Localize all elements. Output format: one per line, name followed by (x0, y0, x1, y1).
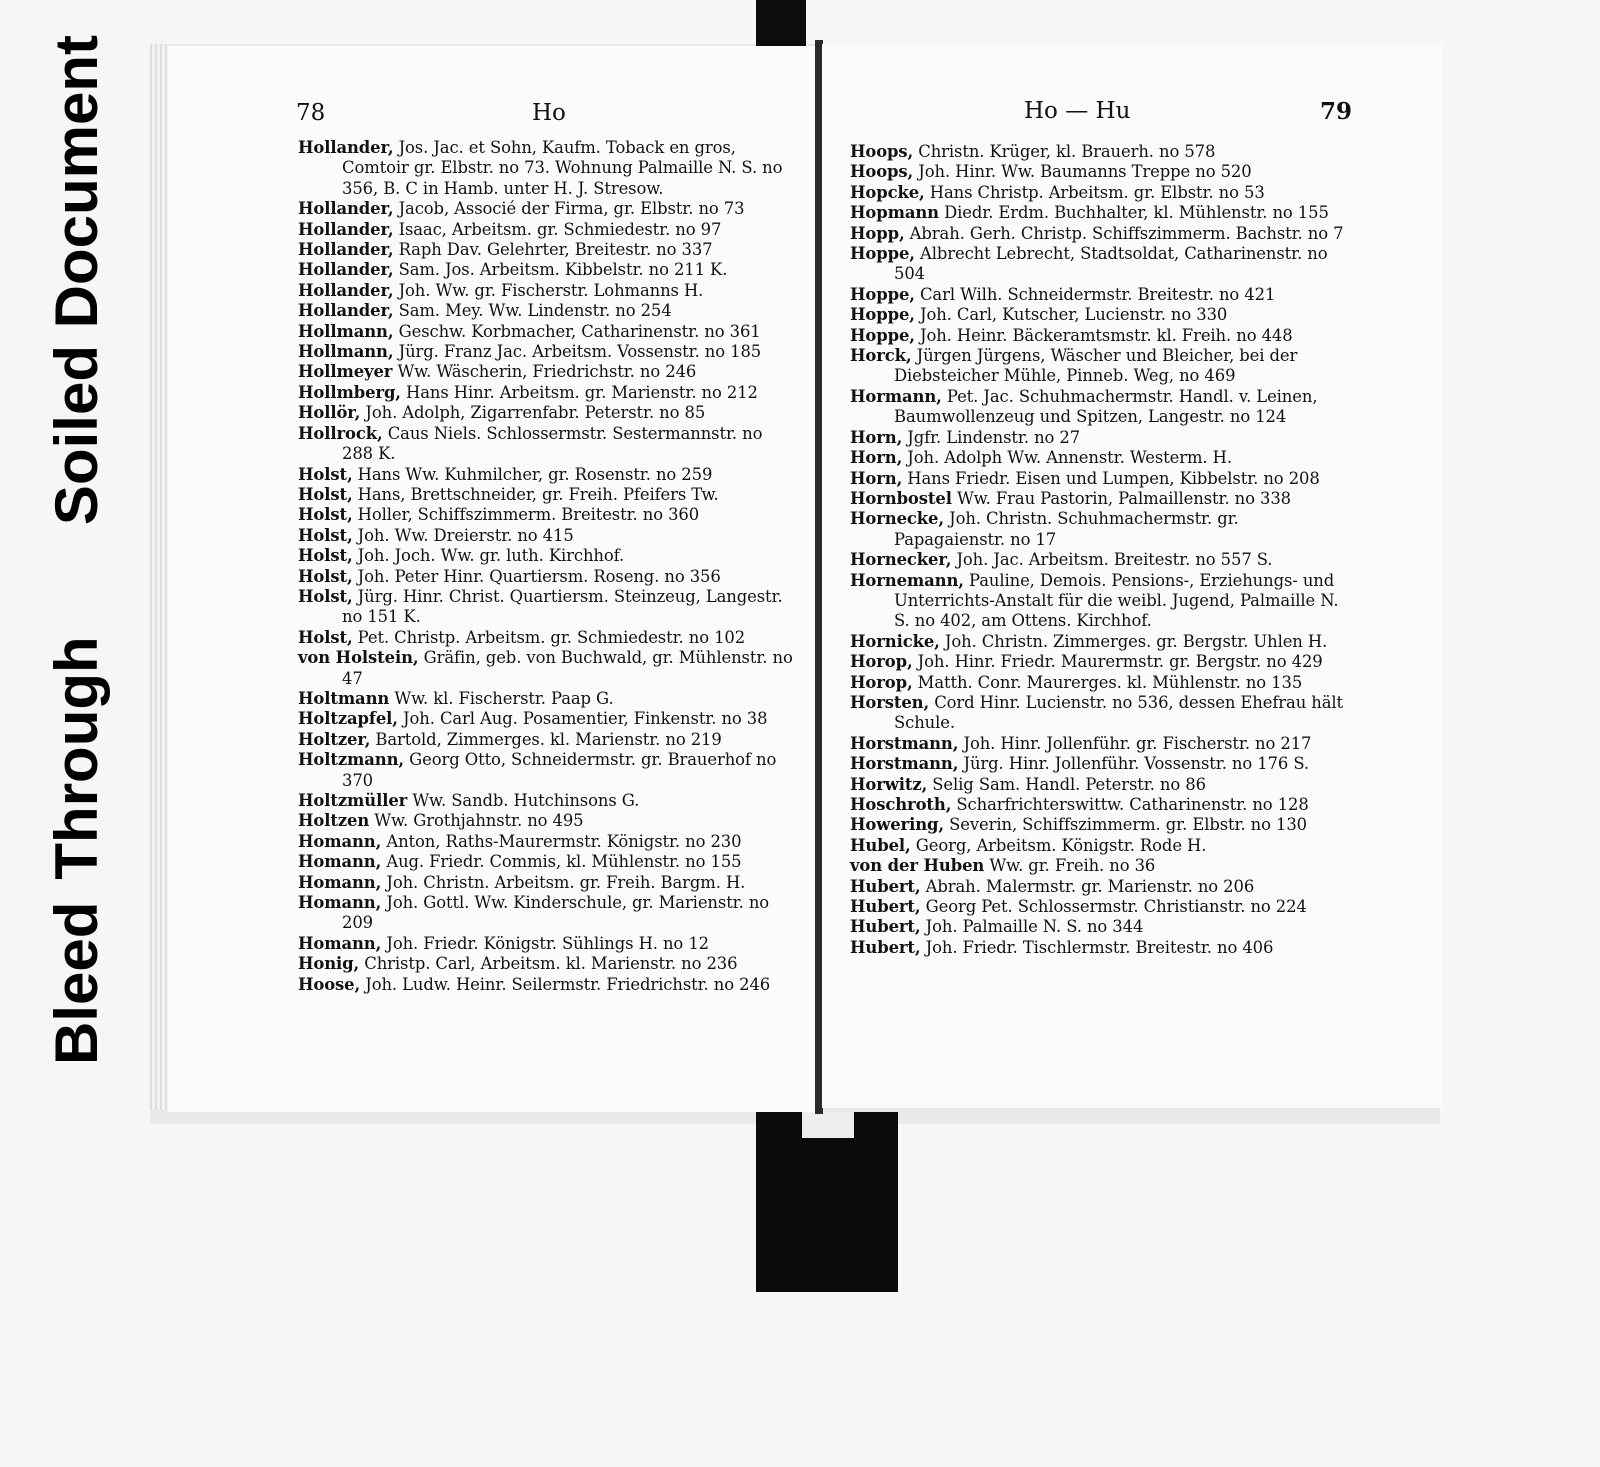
directory-entry (850, 856, 1346, 876)
directory-entry (298, 220, 798, 240)
entry-details: Jürg. Franz Jac. Arbeitsm. Vossenstr. no 185 (393, 342, 762, 362)
entry-details: Sam. Jos. Arbeitsm. Kibbelstr. no 211 K. (393, 260, 728, 280)
directory-entry (298, 526, 798, 546)
directory-entry (298, 322, 798, 342)
entry-details: Bartold, Zimmerges. kl. Marienstr. no 219 (370, 729, 722, 749)
directory-entry (850, 469, 1346, 489)
entry-details: Hans Hinr. Arbeitsm. gr. Marienstr. no 212 (400, 382, 758, 402)
entry-surname: Hoops, (850, 162, 914, 182)
directory-entry (850, 183, 1346, 203)
directory-entry (298, 383, 798, 403)
entry-details: Jürg. Hinr. Christ. Quartiersm. Steinzeug, Langestr. no 151 K. (342, 586, 783, 627)
book-spine-bottom (756, 1112, 898, 1292)
entry-surname: Holst, (298, 505, 353, 525)
entry-surname: Hoppe, (850, 325, 915, 345)
directory-entry (298, 567, 798, 587)
entry-surname: Hubert, (850, 937, 921, 957)
spine-tab (802, 1112, 854, 1138)
directory-entry (298, 791, 798, 811)
entry-surname: Hubert, (850, 897, 921, 917)
entry-details: Selig Sam. Handl. Peterstr. no 86 (927, 774, 1206, 794)
entry-surname: Hollör, (298, 403, 361, 423)
entry-surname: Hornemann, (850, 570, 964, 590)
book-spine-top (756, 0, 806, 48)
directory-entry (850, 244, 1346, 285)
directory-entry (298, 485, 798, 505)
entry-details: Ww. Sandb. Hutchinsons G. (407, 791, 640, 810)
directory-entry (298, 505, 798, 525)
entry-surname: Holtzen (298, 811, 370, 831)
directory-entry (850, 203, 1346, 223)
entry-details: Joh. Ludw. Heinr. Seilermstr. Friedrichstr. no 246 (360, 974, 771, 994)
directory-entry (298, 138, 798, 199)
entry-details: Joh. Gottl. Ww. Kinderschule, gr. Marienstr. no 209 (342, 893, 770, 933)
directory-entry (298, 709, 798, 729)
label-word-bleed: Bleed (43, 901, 110, 1065)
entry-details: Gräfin, geb. von Buchwald, gr. Mühlenstr. no 47 (342, 648, 793, 688)
entry-details: Pauline, Demois. Pensions-, Erziehungs- und Unterrichts-Anstalt für die weibl. Jugend, Palmaille N. S. no 402, am Ottens. Kirchhof. (894, 570, 1339, 631)
directory-entry (850, 550, 1346, 570)
directory-entry (850, 795, 1346, 815)
entry-surname: Homann, (298, 893, 382, 913)
directory-entry (298, 465, 798, 485)
directory-entry (298, 199, 798, 219)
entry-details: Joh. Christn. Schuhmachermstr. gr. Papagaienstr. no 17 (894, 509, 1239, 549)
left-page-number: 78 (296, 100, 326, 126)
entry-details: Abrah. Malermstr. gr. Marienstr. no 206 (920, 876, 1255, 896)
directory-entry (298, 893, 798, 934)
entry-details: Joh. Peter Hinr. Quartiersm. Roseng. no 356 (352, 566, 721, 586)
entry-surname: Holst, (298, 627, 353, 647)
right-page-number: 79 (1320, 98, 1353, 125)
entry-surname: Homann, (298, 872, 382, 892)
directory-entry (850, 775, 1346, 795)
directory-entry (850, 632, 1346, 652)
directory-entry (850, 938, 1346, 958)
entry-surname: Holst, (298, 484, 353, 504)
directory-entry (298, 954, 798, 974)
entry-surname: Hollmberg, (298, 382, 401, 402)
entry-details: Aug. Friedr. Commis, kl. Mühlenstr. no 155 (381, 852, 742, 872)
entry-surname: Hubert, (850, 917, 921, 937)
entry-surname: Horop, (850, 652, 913, 672)
entry-surname: Hormann, (850, 386, 942, 406)
entry-details: Raph Dav. Gelehrter, Breitestr. no 337 (393, 240, 713, 260)
entry-details: Holler, Schiffszimmerm. Breitestr. no 360 (352, 505, 700, 525)
entry-details: Ww. gr. Freih. no 36 (984, 856, 1156, 876)
entry-surname: Holst, (298, 586, 353, 606)
entry-surname: Hubel, (850, 835, 911, 855)
directory-entry (850, 387, 1346, 428)
label-word-soiled-document: Soiled Document (43, 35, 110, 526)
entry-details: Ww. Wäscherin, Friedrichstr. no 246 (392, 362, 697, 382)
directory-entry (850, 917, 1346, 937)
entry-details: Severin, Schiffszimmerm. gr. Elbstr. no 130 (944, 815, 1307, 835)
entry-details: Jacob, Associé der Firma, gr. Elbstr. no 73 (393, 199, 745, 219)
entry-surname: Holtzer, (298, 729, 371, 749)
directory-entry (850, 734, 1346, 754)
directory-entry (850, 326, 1346, 346)
directory-entry (298, 689, 798, 709)
entry-surname: Hollander, (298, 280, 394, 300)
entry-surname: Hubert, (850, 876, 921, 896)
entry-surname: Hornicke, (850, 631, 940, 651)
entry-surname: Homann, (298, 831, 382, 851)
entry-surname: Hollrock, (298, 423, 383, 443)
directory-entry (298, 587, 798, 628)
entry-surname: Holst, (298, 464, 353, 484)
entry-surname: Horstmann, (850, 754, 959, 774)
entry-details: Sam. Mey. Ww. Lindenstr. no 254 (393, 301, 672, 321)
directory-entry (850, 693, 1346, 734)
entry-details: Jürg. Hinr. Jollenführ. Vossenstr. no 176 S. (958, 754, 1310, 774)
right-page-header (822, 98, 1442, 130)
left-entry-list (298, 138, 798, 995)
entry-surname: Horck, (850, 346, 912, 366)
entry-details: Pet. Christp. Arbeitsm. gr. Schmiedestr. no 102 (352, 627, 746, 647)
entry-details: Matth. Conr. Maurerges. kl. Mühlenstr. no 135 (912, 672, 1303, 692)
directory-entry (298, 260, 798, 280)
entry-details: Joh. Ww. gr. Fischerstr. Lohmanns H. (393, 280, 704, 300)
entry-surname: Holtzmann, (298, 750, 405, 770)
directory-entry (298, 546, 798, 566)
entry-surname: Hollander, (298, 199, 394, 219)
entry-surname: Hornecker, (850, 550, 952, 570)
entry-details: Joh. Hinr. Ww. Baumanns Treppe no 520 (913, 162, 1252, 182)
directory-entry (850, 652, 1346, 672)
entry-details: Joh. Hinr. Friedr. Maurermstr. gr. Bergstr. no 429 (912, 652, 1323, 672)
entry-details: Joh. Adolph, Zigarrenfabr. Peterstr. no 85 (360, 403, 706, 423)
directory-entry (850, 489, 1346, 509)
entry-details: Caus Niels. Schlossermstr. Sestermannstr. no 288 K. (342, 423, 763, 464)
entry-details: Christp. Carl, Arbeitsm. kl. Marienstr. no 236 (359, 954, 738, 974)
entry-surname: Horstmann, (850, 733, 959, 753)
entry-surname: Hopmann (850, 203, 939, 223)
directory-entry (850, 836, 1346, 856)
directory-entry (298, 832, 798, 852)
entry-details: Jürgen Jürgens, Wäscher und Bleicher, bei der Diebsteicher Mühle, Pinneb. Weg, no 469 (894, 346, 1298, 386)
entry-surname: Hollander, (298, 240, 394, 260)
entry-surname: Hornbostel (850, 488, 952, 508)
label-word-through: Through (43, 636, 110, 880)
entry-surname: Horsten, (850, 692, 930, 712)
entry-surname: Hoppe, (850, 284, 915, 304)
entry-details: Joh. Christn. Zimmerges. gr. Bergstr. Uhlen H. (939, 631, 1328, 651)
entry-surname: Homann, (298, 933, 382, 953)
entry-details: Joh. Friedr. Königstr. Sühlings H. no 12 (381, 933, 709, 953)
entry-details: Hans Christp. Arbeitsm. gr. Elbstr. no 53 (924, 182, 1265, 202)
entry-details: Joh. Hinr. Jollenführ. gr. Fischerstr. no 217 (958, 733, 1312, 753)
entry-surname: Hollmeyer (298, 362, 393, 382)
entry-details: Diedr. Erdm. Buchhalter, kl. Mühlenstr. no 155 (938, 203, 1329, 223)
right-entry-list (850, 142, 1346, 958)
entry-details: Abrah. Gerh. Christp. Schiffszimmerm. Bachstr. no 7 (904, 223, 1344, 243)
right-running-head: Ho — Hu (1024, 98, 1131, 124)
entry-details: Geschw. Korbmacher, Catharinenstr. no 361 (393, 321, 761, 341)
entry-surname: Horn, (850, 427, 903, 447)
directory-entry (298, 934, 798, 954)
directory-entry (850, 897, 1346, 917)
entry-surname: Hollander, (298, 301, 394, 321)
entry-surname: Hollmann, (298, 342, 394, 362)
entry-surname: Hopp, (850, 223, 905, 243)
directory-entry (850, 509, 1346, 550)
entry-surname: von der Huben (850, 856, 985, 876)
entry-surname: Horn, (850, 448, 903, 468)
directory-entry (298, 852, 798, 872)
directory-entry (850, 448, 1346, 468)
entry-details: Anton, Raths-Maurermstr. Königstr. no 230 (381, 831, 742, 851)
entry-surname: Hoppe, (850, 305, 915, 325)
directory-entry (298, 873, 798, 893)
directory-entry (850, 815, 1346, 835)
entry-surname: von Holstein, (298, 648, 419, 668)
directory-entry (298, 628, 798, 648)
entry-surname: Hoose, (298, 974, 361, 994)
entry-surname: Holst, (298, 546, 353, 566)
directory-entry (850, 673, 1346, 693)
directory-entry (298, 811, 798, 831)
directory-entry (298, 750, 798, 791)
entry-surname: Hoppe, (850, 244, 915, 264)
entry-details: Hans Ww. Kuhmilcher, gr. Rosenstr. no 259 (352, 464, 713, 484)
entry-details: Joh. Heinr. Bäckeramtsmstr. kl. Freih. no 448 (914, 325, 1293, 345)
entry-details: Joh. Christn. Arbeitsm. gr. Freih. Bargm. H. (381, 872, 746, 892)
entry-details: Ww. Grothjahnstr. no 495 (369, 811, 584, 831)
directory-entry (850, 346, 1346, 387)
left-page-header (168, 100, 816, 132)
entry-details: Carl Wilh. Schneidermstr. Breitestr. no 421 (914, 284, 1276, 304)
directory-entry (298, 342, 798, 362)
entry-details: Jgfr. Lindenstr. no 27 (902, 427, 1081, 447)
entry-details: Georg Otto, Schneidermstr. gr. Brauerhof no 370 (342, 750, 777, 790)
directory-entry (298, 301, 798, 321)
entry-surname: Holtzapfel, (298, 709, 398, 729)
entry-surname: Horn, (850, 468, 903, 488)
entry-surname: Hollander, (298, 138, 394, 157)
entry-surname: Holst, (298, 566, 353, 586)
directory-entry (850, 142, 1346, 162)
entry-details: Christn. Krüger, kl. Brauerh. no 578 (913, 142, 1216, 161)
directory-entry (850, 754, 1346, 774)
entry-surname: Howering, (850, 815, 945, 835)
entry-details: Georg, Arbeitsm. Königstr. Rode H. (910, 835, 1207, 855)
directory-entry (850, 224, 1346, 244)
left-running-head: Ho (532, 100, 566, 126)
entry-surname: Hornecke, (850, 509, 944, 529)
directory-entry (298, 240, 798, 260)
entry-details: Ww. Frau Pastorin, Palmaillenstr. no 338 (951, 488, 1291, 508)
page-edges (150, 44, 170, 1110)
entry-surname: Hollmann, (298, 321, 394, 341)
entry-surname: Holtzmüller (298, 791, 408, 810)
entry-surname: Hopcke, (850, 182, 925, 202)
entry-surname: Horop, (850, 672, 913, 692)
right-page (822, 44, 1442, 1108)
directory-entry (298, 362, 798, 382)
entry-details: Scharfrichterswittw. Catharinenstr. no 128 (951, 795, 1309, 814)
directory-entry (298, 424, 798, 465)
entry-details: Joh. Friedr. Tischlermstr. Breitestr. no 406 (920, 937, 1274, 957)
entry-surname: Homann, (298, 852, 382, 872)
entry-details: Pet. Jac. Schuhmachermstr. Handl. v. Leinen, Baumwollenzeug und Spitzen, Langestr. no 124 (894, 386, 1318, 427)
entry-details: Isaac, Arbeitsm. gr. Schmiedestr. no 97 (393, 219, 722, 239)
left-page (168, 46, 816, 1112)
document-type-label (42, 35, 112, 1065)
entry-details: Hans, Brettschneider, gr. Freih. Pfeifers Tw. (352, 484, 719, 504)
entry-surname: Holtmann (298, 688, 390, 708)
entry-details: Georg Pet. Schlossermstr. Christianstr. no 224 (920, 897, 1307, 917)
directory-entry (298, 648, 798, 689)
entry-surname: Hollander, (298, 260, 394, 280)
directory-entry (850, 162, 1346, 182)
directory-entry (850, 428, 1346, 448)
entry-surname: Hoschroth, (850, 795, 952, 814)
entry-details: Joh. Adolph Ww. Annenstr. Westerm. H. (902, 448, 1232, 468)
entry-surname: Hollander, (298, 219, 394, 239)
directory-entry (850, 285, 1346, 305)
directory-entry (298, 975, 798, 995)
entry-details: Ww. kl. Fischerstr. Paap G. (389, 688, 614, 708)
entry-details: Joh. Joch. Ww. gr. luth. Kirchhof. (352, 546, 625, 566)
directory-entry (298, 403, 798, 423)
entry-details: Joh. Jac. Arbeitsm. Breitestr. no 557 S. (951, 550, 1273, 570)
entry-surname: Hoops, (850, 142, 914, 161)
entry-surname: Holst, (298, 525, 353, 545)
entry-details: Joh. Ww. Dreierstr. no 415 (352, 525, 574, 545)
entry-details: Cord Hinr. Lucienstr. no 536, dessen Ehefrau hält Schule. (894, 692, 1344, 733)
entry-details: Joh. Carl, Kutscher, Lucienstr. no 330 (914, 305, 1228, 325)
entry-details: Joh. Palmaille N. S. no 344 (920, 917, 1144, 937)
entry-details: Joh. Carl Aug. Posamentier, Finkenstr. no 38 (397, 709, 768, 729)
directory-entry (850, 877, 1346, 897)
directory-entry (850, 571, 1346, 632)
entry-details: Albrecht Lebrecht, Stadtsoldat, Catharinenstr. no 504 (894, 244, 1328, 284)
directory-entry (298, 730, 798, 750)
directory-entry (850, 305, 1346, 325)
entry-details: Hans Friedr. Eisen und Lumpen, Kibbelstr. no 208 (902, 468, 1320, 488)
entry-surname: Honig, (298, 954, 360, 974)
directory-entry (298, 281, 798, 301)
entry-surname: Horwitz, (850, 774, 928, 794)
entry-details: Jos. Jac. et Sohn, Kaufm. Toback en gros, Comtoir gr. Elbstr. no 73. Wohnung Palmaille N. S. no 356, B. C in Hamb. unter H. J. Stresow. (342, 138, 783, 198)
